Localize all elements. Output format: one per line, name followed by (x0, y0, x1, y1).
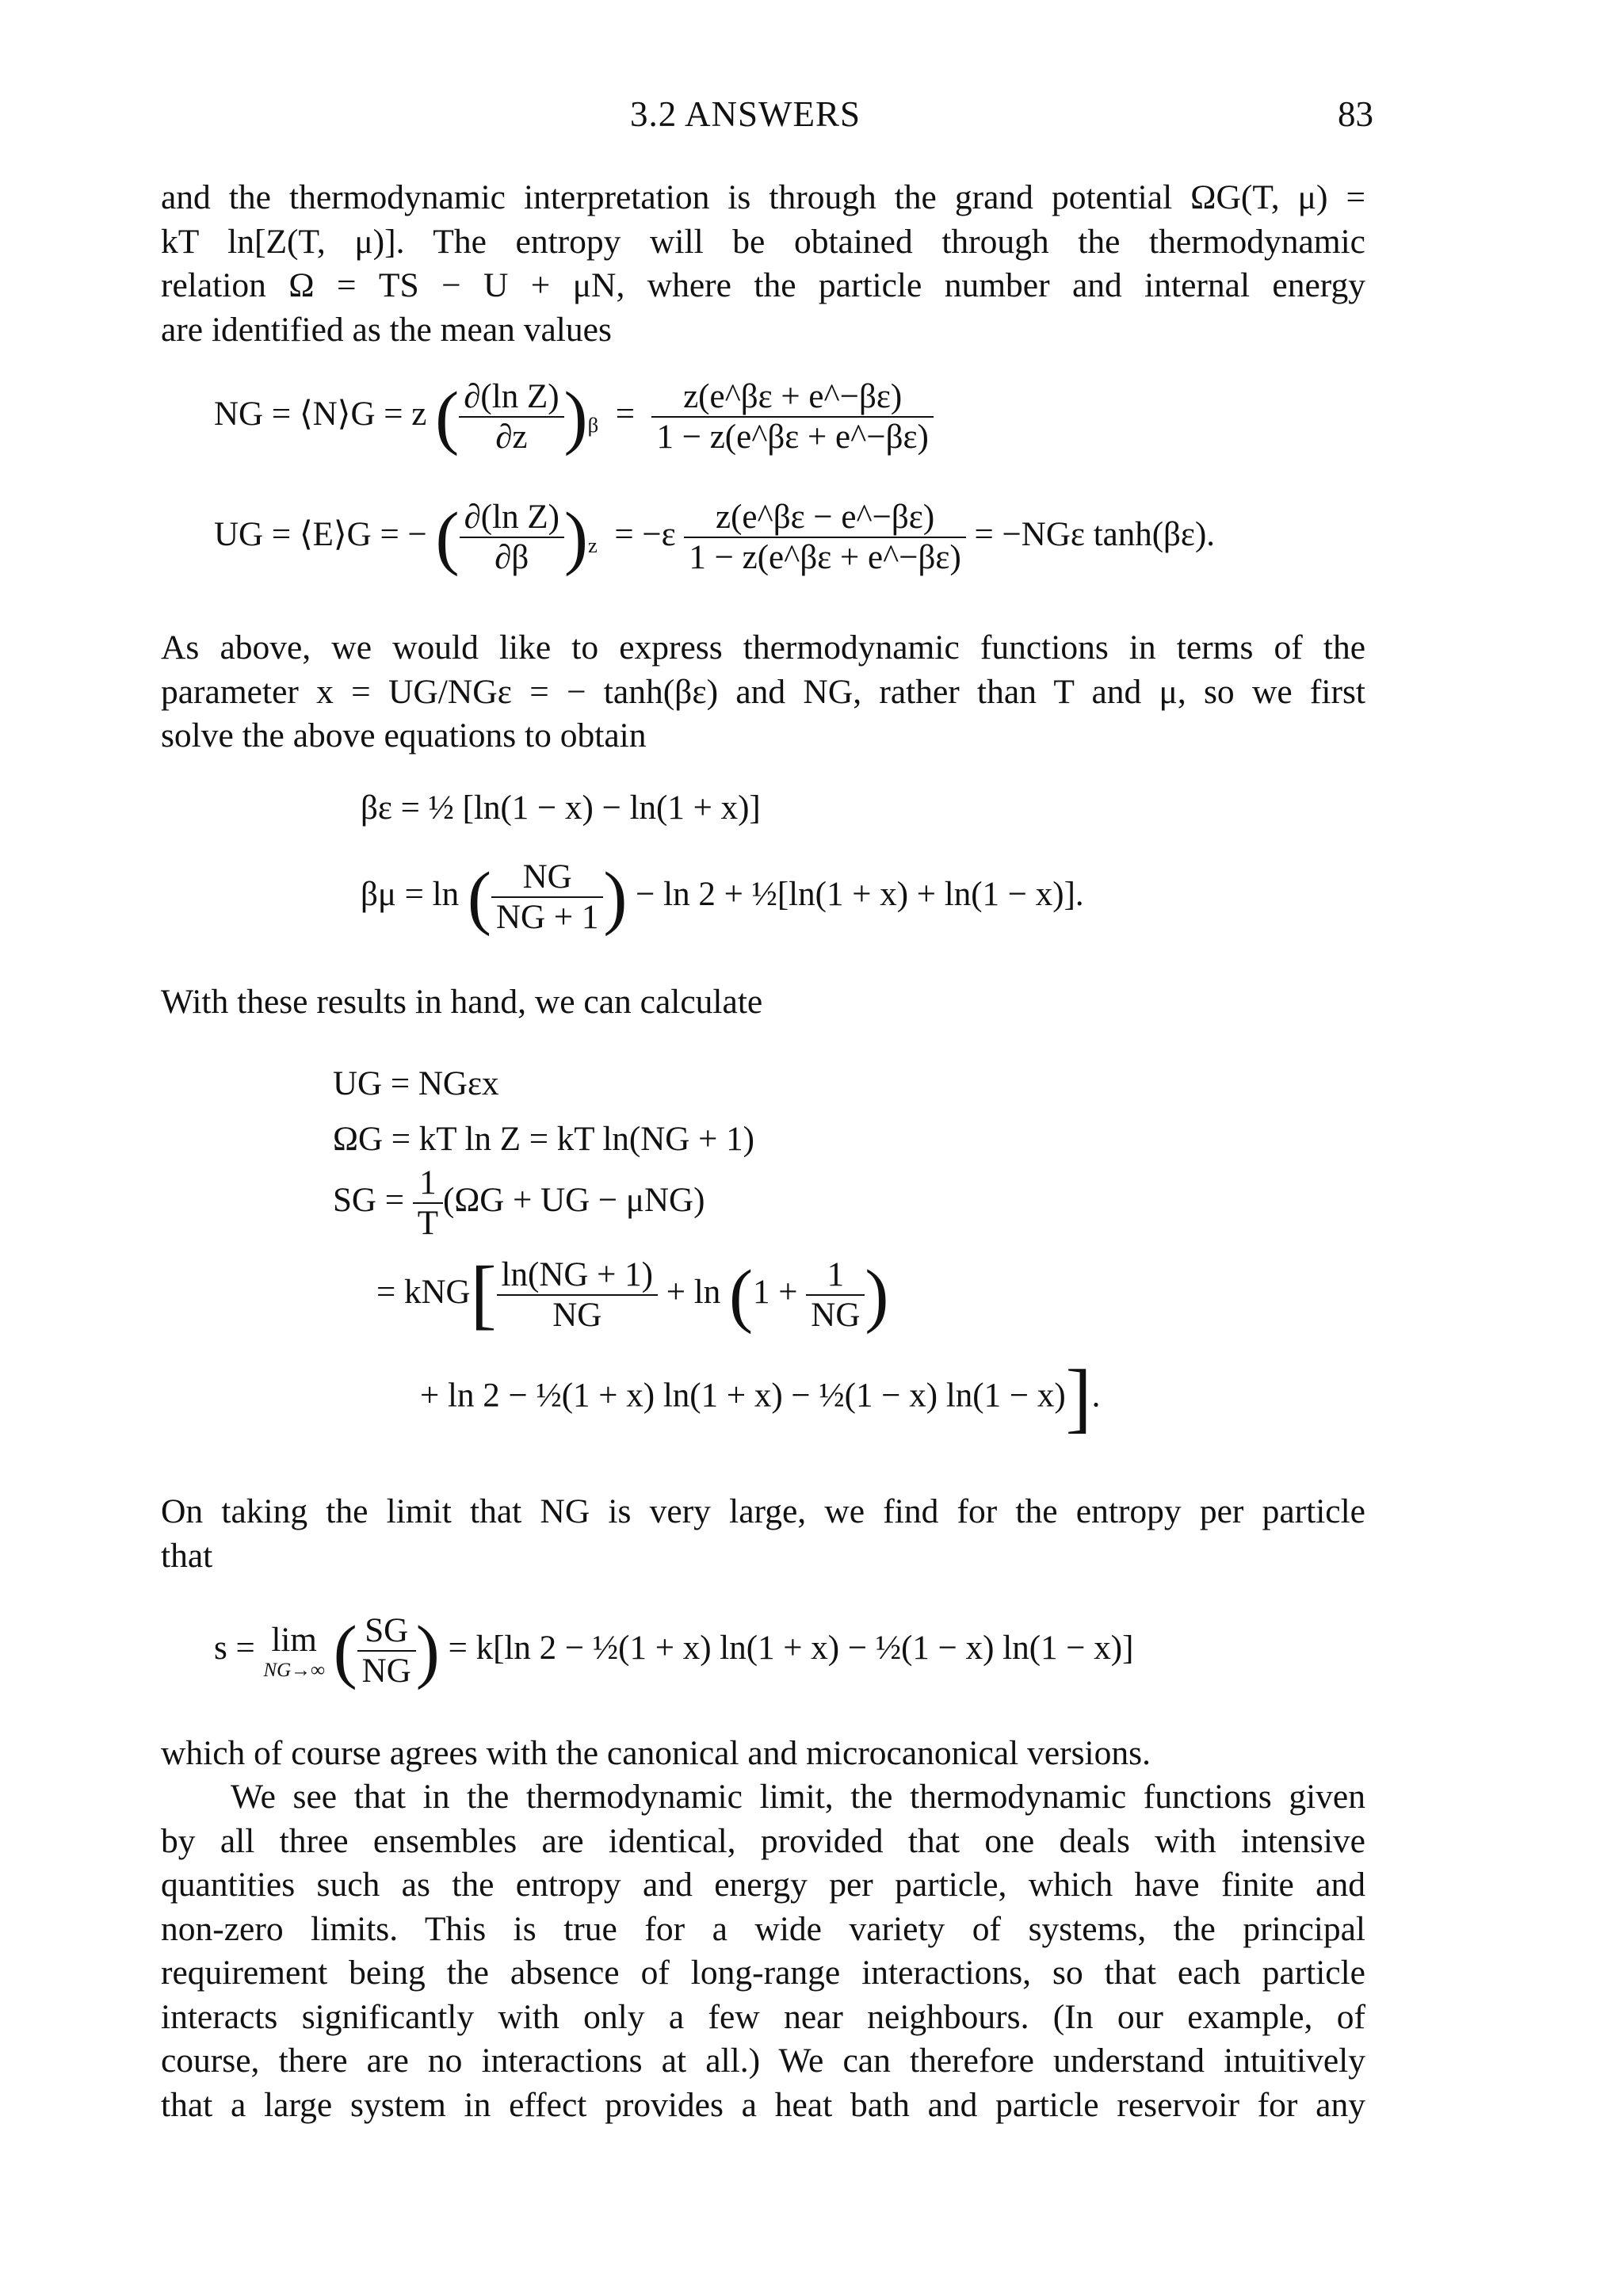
fraction-denominator: NG + 1 (491, 896, 603, 937)
limit-operator (263, 1621, 324, 1682)
text-line: quantities such as the entropy and energy per particle, which have finite and (161, 1866, 1365, 1904)
paragraph-thermodynamic-limit (161, 1775, 1365, 2127)
equation-entropy-per-particle (214, 1611, 1133, 1690)
eq-line: βε = ½ [ln(1 − x) − ln(1 + x)] (361, 789, 761, 827)
fraction-denominator: ∂β (460, 537, 564, 577)
equation-ug-x (333, 1064, 499, 1103)
fraction-numerator: z(e^βε + e^−βε) (683, 378, 903, 415)
derivative-fraction (460, 498, 564, 577)
equation-ng: NG = ⟨N⟩G = z ( $\frac{\text{∂(ln Z)}}{\partial z}$ )$_\beta$ = $\frac{z(e\^{}\beta\varepsilon + e\^{}-\beta\varepsilon)}{1 - z(e\^{}\beta\varepsilon + e\^{}-\beta\varepsilon)}$ (214, 377, 934, 457)
eq-lhs: βμ = ln (361, 875, 460, 913)
eq-lhs: s = (214, 1629, 255, 1667)
left-bracket: [ (470, 1251, 497, 1338)
eq-final: = −NGε tanh(βε). (974, 515, 1216, 553)
text-line: requirement being the absence of long-range interactions, so that each particle (161, 1954, 1365, 1992)
text-line: On taking the limit that NG is very large, we find for the entropy per particle (161, 1492, 1365, 1530)
equation-ug: UG = ⟨E⟩G = − ( $\frac{\text{∂(ln Z)}}{\partial\beta}$ )$_z = -\varepsilon$ $\frac{z(e\^{}\beta\varepsilon - e\^{}-\beta\varepsilon)}{1 - z(e\^{}\beta\varepsilon + e\^{}-\beta\varepsilon)}$ = −NGε tanh(βε). (214, 497, 1216, 577)
paragraph-calculate (161, 980, 1365, 1025)
text-line: and the thermodynamic interpretation is through the grand potential ΩG(T, μ) = (161, 178, 1365, 216)
fraction-denominator: 1 − z(e^βε + e^−βε) (651, 416, 933, 457)
section-header: 3.2 ANSWERS (630, 94, 861, 134)
text-line: are identified as the mean values (161, 310, 612, 349)
subscript: z (588, 533, 598, 558)
fraction-denominator: NG (806, 1294, 865, 1335)
eq-lhs: NG = ⟨N⟩G = z (214, 395, 427, 433)
right-paren: ) (563, 497, 588, 577)
page-number: 83 (1338, 94, 1373, 134)
fraction-numerator: ∂(ln Z) (464, 378, 559, 415)
text-line: interacts significantly with only a few near neighbours. (In our example, of (161, 1997, 1365, 2036)
fraction-denominator: NG (497, 1294, 658, 1335)
text-line: by all three ensembles are identical, provided that one deals with intensive (161, 1821, 1365, 1860)
left-paren: ( (467, 857, 491, 937)
right-paren: ) (603, 857, 628, 937)
fraction-numerator: ln(NG + 1) (501, 1256, 653, 1293)
equation-sg-tail: + ln 2 − ½(1 + x) ln(1 + x) − ½(1 − x) ln(1 − x)]. (420, 1354, 1101, 1441)
right-paren: ) (865, 1255, 889, 1335)
text-line: course, there are no interactions at all.) We can therefore understand intuitively (161, 2042, 1365, 2080)
equation-sg-expanded (376, 1251, 889, 1338)
fraction-numerator: ∂(ln Z) (464, 499, 559, 536)
eq-mid: + ln (666, 1273, 721, 1311)
text-line: We see that in the thermodynamic limit, the thermodynamic functions given (231, 1778, 1365, 1816)
right-paren: ) (415, 1610, 440, 1690)
equation-beta-epsilon (361, 789, 761, 827)
text-line: non-zero limits. This is true for a wide variety of systems, the principal (161, 1909, 1365, 1948)
fraction-numerator: SG (365, 1612, 409, 1649)
equation-omega-g (333, 1120, 754, 1159)
ng-fraction (491, 858, 603, 937)
text-line: that (161, 1536, 213, 1575)
paragraph-express-functions (161, 626, 1365, 758)
eq-rhs: = k[ln 2 − ½(1 + x) ln(1 + x) − ½(1 − x) ln(1 − x)] (448, 1629, 1134, 1667)
text-line: solve the above equations to obtain (161, 716, 647, 755)
fraction-numerator: 1 (827, 1256, 845, 1293)
text-line: kT ln[Z(T, μ)]. The entropy will be obtained through the thermodynamic (161, 222, 1365, 261)
left-paren: ( (435, 376, 460, 457)
one-over-t-fraction (413, 1163, 443, 1243)
eq-inner: 1 + (753, 1273, 798, 1311)
right-bracket: ] (1065, 1354, 1092, 1441)
paragraph-limit (161, 1490, 1365, 1578)
inverse-ng-fraction (806, 1255, 865, 1335)
fraction-numerator: NG (522, 858, 572, 896)
eq-line: ΩG = kT ln Z = kT ln(NG + 1) (333, 1121, 754, 1158)
limit-subscript: NG→∞ (263, 1659, 325, 1681)
text-line: which of course agrees with the canonical and microcanonical versions. (161, 1734, 1151, 1772)
eq-lhs: UG = ⟨E⟩G = − (214, 515, 427, 553)
left-paren: ( (728, 1255, 754, 1335)
subscript: β (587, 413, 599, 437)
text-line: relation Ω = TS − U + μN, where the particle number and internal energy (161, 266, 1365, 304)
eq-lhs: = kNG (376, 1273, 471, 1311)
left-paren: ( (333, 1610, 357, 1690)
limit-label: lim (271, 1621, 317, 1659)
sg-over-ng-fraction (357, 1611, 416, 1690)
derivative-fraction (459, 377, 563, 457)
eq-rhs: (ΩG + UG − μNG) (443, 1181, 705, 1219)
text-line: As above, we would like to express thermodynamic functions in terms of the (161, 628, 1365, 667)
eq-line: UG = NGεx (333, 1065, 499, 1102)
paragraph-agrees (161, 1732, 1365, 1776)
equation-sg (333, 1163, 705, 1243)
fraction-denominator: 1 − z(e^βε + e^−βε) (684, 537, 965, 577)
text-line: parameter x = UG/NGε = − tanh(βε) and NG, rather than T and μ, so we first (161, 672, 1365, 711)
fraction-denominator: ∂z (459, 416, 563, 457)
text-line: that a large system in effect provides a heat bath and particle reservoir for any (161, 2085, 1365, 2124)
eq-lhs: SG = (333, 1181, 404, 1219)
ln-fraction (497, 1255, 658, 1335)
text-line: With these results in hand, we can calculate (161, 983, 763, 1021)
left-paren: ( (435, 497, 460, 577)
fraction-numerator: 1 (419, 1164, 437, 1201)
result-fraction (651, 377, 933, 457)
fraction-numerator: z(e^βε − e^−βε) (716, 499, 935, 536)
fraction-denominator: T (413, 1202, 443, 1243)
equation-beta-mu (361, 858, 1084, 937)
right-paren: ) (563, 376, 588, 457)
paragraph-grand-potential (161, 176, 1365, 352)
result-fraction (684, 498, 965, 577)
fraction-denominator: NG (357, 1650, 416, 1690)
eq-line: + ln 2 − ½(1 + x) ln(1 + x) − ½(1 − x) ln(1 − x) (420, 1377, 1066, 1415)
eq-rhs: − ln 2 + ½[ln(1 + x) + ln(1 − x)]. (636, 875, 1084, 913)
